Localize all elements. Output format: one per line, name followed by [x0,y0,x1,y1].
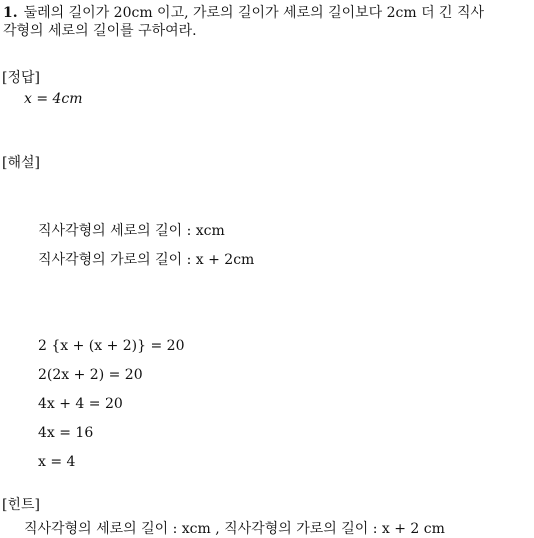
definition-vertical: 직사각형의 세로의 길이 : xcm [38,223,225,239]
answer-value: x = 4cm [24,91,83,107]
step-4: 4x = 16 [38,425,94,441]
problem-line-2: 각형의 세로의 길이를 구하여라. [3,23,197,39]
step-2: 2(2x + 2) = 20 [38,367,143,383]
hint-heading: [힌트] [2,497,40,513]
step-5: x = 4 [38,454,76,470]
problem-text-1: 둘레의 길이가 20cm 이고, 가로의 길이가 세로의 길이보다 2cm 더 긴 직사 [23,5,485,21]
step-3: 4x + 4 = 20 [38,396,123,412]
step-1: 2 {x + (x + 2)} = 20 [38,338,185,354]
problem-line-1 [3,5,484,22]
explanation-heading: [해설] [2,155,40,171]
problem-number: 1. [3,5,18,21]
answer-heading: [정답] [2,70,40,86]
hint-text: 직사각형의 세로의 길이 : xcm , 직사각형의 가로의 길이 : x + 2 cm [24,521,445,537]
definition-horizontal: 직사각형의 가로의 길이 : x + 2cm [38,252,255,268]
